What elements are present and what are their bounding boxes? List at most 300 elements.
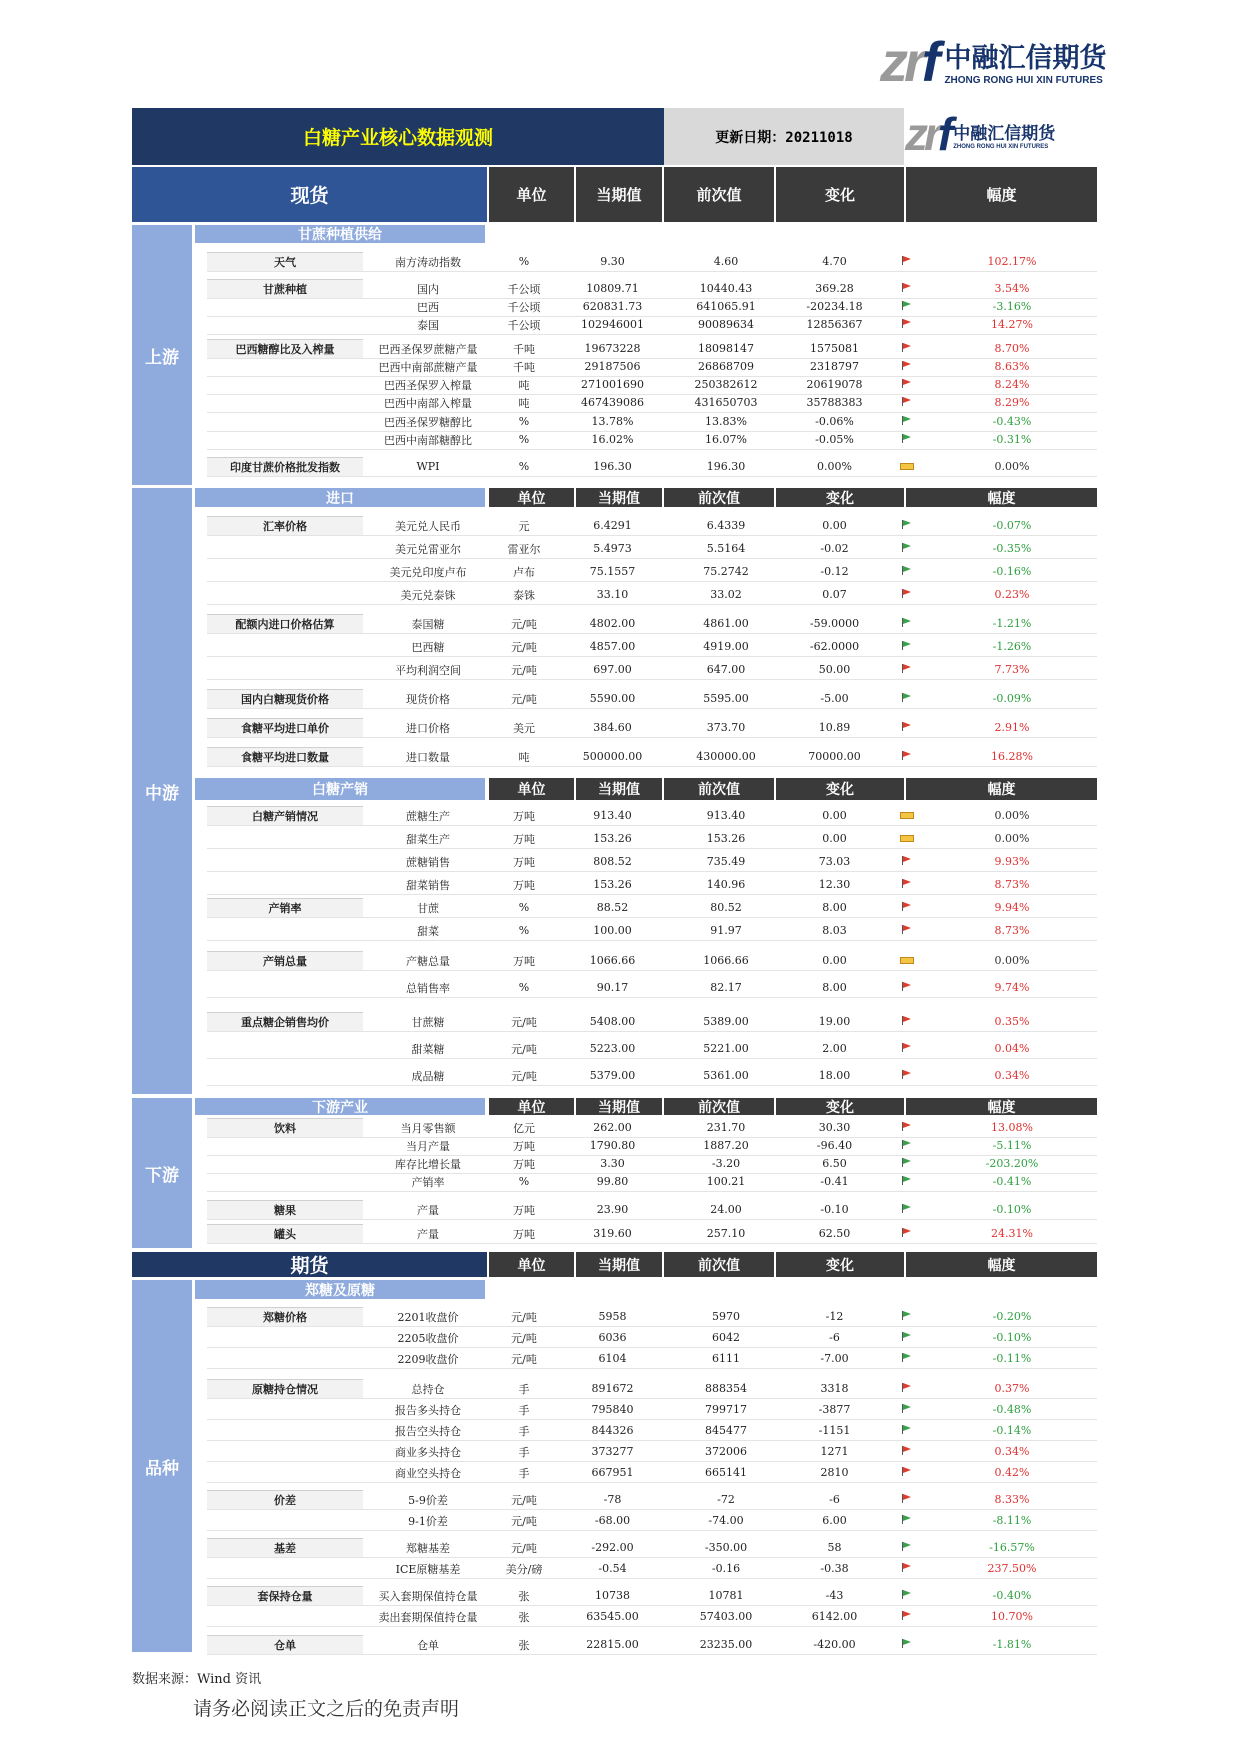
row-change: 369.28 (815, 282, 854, 295)
row-current-value: 23.90 (596, 1203, 629, 1216)
row-previous-value: -3.20 (711, 1157, 741, 1170)
row-percent-change: -0.07% (992, 519, 1032, 532)
row-percent-change: 0.42% (994, 1466, 1030, 1479)
fut-previous-header: 前次值 (664, 1252, 774, 1277)
row-change: 1271 (820, 1445, 849, 1458)
table-row (207, 357, 1097, 377)
row-change: -59.0000 (809, 617, 860, 630)
row-previous-value: 1887.20 (703, 1139, 749, 1152)
row-indicator: 巴西中南部蔗糖产量 (378, 360, 478, 374)
red-flag-icon (902, 1446, 912, 1455)
row-change: -0.06% (815, 415, 854, 428)
table-row (207, 898, 1097, 918)
row-change: 0.07 (822, 588, 847, 601)
row-indicator: 甜菜 (417, 924, 439, 938)
table-row (207, 637, 1097, 657)
row-unit: % (518, 433, 530, 446)
row-indicator: 2201收盘价 (397, 1310, 459, 1324)
row-indicator: 甘蔗糖 (411, 1015, 445, 1029)
row-previous-value: 100.21 (706, 1175, 746, 1188)
row-current-value: 795840 (591, 1403, 634, 1416)
row-category: 白糖产销情况 (207, 806, 363, 825)
row-indicator: 国内 (417, 282, 439, 296)
row-change: 20619078 (806, 378, 863, 391)
row-unit: 千公顷 (507, 300, 541, 314)
row-unit: 美分/磅 (505, 1562, 543, 1576)
row-change: -96.40 (816, 1139, 853, 1152)
fut-unit-header: 单位 (489, 1252, 574, 1277)
red-flag-icon (902, 1467, 912, 1476)
row-percent-change: 0.37% (994, 1382, 1030, 1395)
section-upstream: 上游 (132, 225, 192, 485)
row-current-value: 262.00 (593, 1121, 632, 1134)
green-flag-icon (902, 618, 912, 627)
row-unit: 张 (518, 1610, 530, 1624)
row-category: 仓单 (207, 1635, 363, 1654)
table-row (207, 1421, 1097, 1441)
prod-previous-header: 前次值 (664, 778, 774, 800)
row-change: 0.00 (822, 832, 847, 845)
row-current-value: 33.10 (596, 588, 629, 601)
table-row (207, 412, 1097, 432)
row-current-value: 99.80 (596, 1175, 629, 1188)
row-trend-flag (887, 954, 927, 967)
row-percent-change: 9.74% (994, 981, 1030, 994)
row-change: -43 (825, 1589, 844, 1602)
row-unit: % (518, 901, 530, 914)
subsection-import: 进口 (195, 488, 485, 507)
row-current-value: -78 (603, 1493, 622, 1506)
row-trend-flag (887, 1445, 927, 1458)
table-row (207, 829, 1097, 849)
row-trend-flag (887, 1331, 927, 1344)
row-change: -62.0000 (809, 640, 860, 653)
green-flag-icon (902, 1332, 912, 1341)
row-percent-change: 237.50% (987, 1562, 1037, 1575)
row-percent-change: 3.54% (994, 282, 1030, 295)
row-indicator: 进口数量 (406, 750, 450, 764)
table-row (207, 747, 1097, 767)
down-change-header: 变化 (776, 1098, 904, 1115)
row-unit: 千公顷 (507, 282, 541, 296)
row-indicator: 商业空头持仓 (395, 1466, 461, 1480)
row-percent-change: 0.35% (994, 1015, 1030, 1028)
row-current-value: 808.52 (593, 855, 632, 868)
row-percent-change: -1.21% (992, 617, 1032, 630)
row-trend-flag (887, 721, 927, 734)
row-category: 套保持仓量 (207, 1586, 363, 1605)
row-indicator: 甘蔗 (417, 901, 439, 915)
import-change-header: 变化 (776, 488, 904, 507)
table-row (207, 1586, 1097, 1606)
red-flag-icon (902, 361, 912, 370)
row-previous-value: -350.00 (704, 1541, 748, 1554)
row-current-value: 384.60 (593, 721, 632, 734)
row-previous-value: 430000.00 (696, 750, 756, 763)
row-unit: 手 (518, 1445, 530, 1459)
row-trend-flag (887, 901, 927, 914)
row-current-value: 1790.80 (589, 1139, 636, 1152)
row-percent-change: 0.04% (994, 1042, 1030, 1055)
row-current-value: 6036 (598, 1331, 627, 1344)
fut-current-header: 当期值 (576, 1252, 662, 1277)
row-indicator: 甜菜销售 (406, 878, 450, 892)
row-category: 甘蔗种植 (207, 279, 363, 298)
row-percent-change: -0.48% (992, 1403, 1032, 1416)
table-row (207, 1328, 1097, 1348)
row-current-value: -0.54 (598, 1562, 627, 1575)
row-previous-value: 647.00 (706, 663, 746, 676)
row-indicator: 产量 (417, 1227, 439, 1241)
row-previous-value: 231.70 (706, 1121, 746, 1134)
row-trend-flag (887, 1562, 927, 1575)
row-change: 8.03 (822, 924, 847, 937)
row-current-value: 5223.00 (589, 1042, 636, 1055)
row-change: 8.00 (822, 981, 847, 994)
row-unit: 万吨 (513, 1157, 535, 1171)
row-previous-value: 5970 (712, 1310, 740, 1323)
row-previous-value: 250382612 (694, 378, 758, 391)
row-indicator: 蔗糖销售 (406, 855, 450, 869)
subsection-zheng: 郑糖及原糖 (195, 1280, 485, 1299)
table-row (207, 1442, 1097, 1462)
red-flag-icon (902, 925, 912, 934)
row-current-value: 891672 (591, 1382, 634, 1395)
green-flag-icon (902, 1515, 912, 1524)
row-current-value: 10738 (595, 1589, 630, 1602)
green-flag-icon (902, 301, 912, 310)
row-trend-flag (887, 318, 927, 331)
fut-change-header: 变化 (776, 1252, 904, 1277)
row-indicator: 巴西糖 (411, 640, 445, 654)
row-percent-change: 16.28% (991, 750, 1033, 763)
table-row (207, 252, 1097, 272)
table-row (207, 1039, 1097, 1059)
row-percent-change: 0.00% (994, 954, 1030, 967)
row-unit: 手 (518, 1466, 530, 1480)
row-indicator: 买入套期保值持仓量 (378, 1589, 478, 1603)
subsection-downstream: 下游产业 (195, 1098, 485, 1115)
row-previous-value: 10781 (708, 1589, 744, 1602)
row-trend-flag (887, 1121, 927, 1134)
green-flag-icon (902, 520, 912, 529)
row-percent-change: -0.41% (992, 1175, 1032, 1188)
table-row (207, 339, 1097, 359)
row-percent-change: 24.31% (991, 1227, 1033, 1240)
row-change: -3877 (818, 1403, 851, 1416)
row-trend-flag (887, 855, 927, 868)
row-indicator: 巴西圣保罗入榨量 (384, 378, 472, 392)
red-flag-icon (902, 1122, 912, 1131)
row-change: 19.00 (818, 1015, 851, 1028)
table-row (207, 921, 1097, 941)
row-indicator: 仓单 (417, 1638, 439, 1652)
row-trend-flag (887, 1589, 927, 1602)
row-percent-change: -0.14% (992, 1424, 1032, 1437)
row-indicator: 现货价格 (406, 692, 450, 706)
row-percent-change: -0.09% (992, 692, 1032, 705)
row-current-value: 6104 (598, 1352, 627, 1365)
row-indicator: 产销率 (411, 1175, 445, 1189)
row-unit: % (518, 415, 530, 428)
row-change: 50.00 (818, 663, 851, 676)
row-unit: 元/吨 (511, 1015, 537, 1029)
green-flag-icon (902, 1311, 912, 1320)
row-indicator: 甜菜糖 (411, 1042, 445, 1056)
row-percent-change: 8.24% (994, 378, 1030, 391)
table-row (207, 562, 1097, 582)
row-change: -5.00 (820, 692, 849, 705)
logo-small-cn: 中融汇信期货 (953, 123, 1056, 144)
green-flag-icon (902, 543, 912, 552)
row-percent-change: -5.11% (992, 1139, 1032, 1152)
row-unit: 元 (518, 519, 530, 533)
prod-change-header: 变化 (776, 778, 904, 800)
import-current-header: 当期值 (576, 488, 662, 507)
row-trend-flag (887, 415, 927, 428)
row-previous-value: 431650703 (694, 396, 758, 409)
row-current-value: 13.78% (591, 415, 634, 428)
red-flag-icon (902, 1016, 912, 1025)
red-flag-icon (902, 722, 912, 731)
table-row (207, 1200, 1097, 1220)
red-flag-icon (902, 379, 912, 388)
row-trend-flag (887, 832, 927, 845)
row-previous-value: 845477 (705, 1424, 747, 1437)
row-unit: 泰铢 (513, 588, 535, 602)
row-percent-change: -0.10% (992, 1331, 1032, 1344)
row-current-value: 5958 (598, 1310, 627, 1323)
row-previous-value: 372006 (705, 1445, 747, 1458)
table-row (207, 1511, 1097, 1531)
row-unit: 亿元 (513, 1121, 535, 1135)
row-previous-value: 6.4339 (706, 519, 746, 532)
row-current-value: 5408.00 (589, 1015, 636, 1028)
table-row (207, 1136, 1097, 1156)
row-percent-change: 7.73% (994, 663, 1030, 676)
red-flag-icon (902, 1563, 912, 1572)
row-current-value: 16.02% (591, 433, 634, 446)
table-row (207, 1379, 1097, 1399)
row-indicator: 甜菜生产 (406, 832, 450, 846)
row-change: 4.70 (822, 255, 847, 268)
table-row (207, 279, 1097, 299)
green-flag-icon (902, 1176, 912, 1185)
row-current-value: 88.52 (596, 901, 629, 914)
table-row (207, 1012, 1097, 1032)
row-unit: 元/吨 (511, 617, 537, 631)
row-indicator: 当月零售额 (400, 1121, 456, 1135)
row-previous-value: 16.07% (705, 433, 747, 446)
green-flag-icon (902, 434, 912, 443)
table-row (207, 1538, 1097, 1558)
row-change: 10.89 (818, 721, 851, 734)
down-unit-header: 单位 (489, 1098, 574, 1115)
row-current-value: 10809.71 (586, 282, 639, 295)
row-previous-value: 57403.00 (699, 1610, 753, 1623)
row-indicator: 卖出套期保值持仓量 (378, 1610, 478, 1624)
row-percent-change: 10.70% (991, 1610, 1033, 1623)
table-row (207, 1118, 1097, 1138)
row-trend-flag (887, 1638, 927, 1651)
row-percent-change: -1.26% (992, 640, 1032, 653)
row-trend-flag (887, 1424, 927, 1437)
row-current-value: 102946001 (581, 318, 644, 331)
row-unit: 元/吨 (511, 1042, 537, 1056)
row-previous-value: 23235.00 (699, 1638, 753, 1651)
row-current-value: 5.4973 (593, 542, 632, 555)
row-trend-flag (887, 519, 927, 532)
row-trend-flag (887, 1203, 927, 1216)
red-flag-icon (902, 256, 912, 265)
table-row (207, 430, 1097, 450)
subsection-production: 白糖产销 (195, 778, 485, 800)
change-header: 变化 (776, 167, 904, 222)
row-change: -0.05% (815, 433, 854, 446)
row-indicator: 报告多头持仓 (395, 1403, 461, 1417)
row-change: -0.02 (820, 542, 849, 555)
row-change: -20234.18 (806, 300, 863, 313)
green-flag-icon (902, 1204, 912, 1213)
row-current-value: 3.30 (600, 1157, 625, 1170)
row-change: -0.41 (820, 1175, 849, 1188)
row-current-value: 100.00 (593, 924, 632, 937)
row-change: -0.10 (820, 1203, 849, 1216)
logo-small-en: ZHONG RONG HUI XIN FUTURES (953, 143, 1049, 150)
green-flag-icon (902, 416, 912, 425)
row-previous-value: 4.60 (713, 255, 739, 268)
row-indicator: 巴西圣保罗蔗糖产量 (378, 342, 478, 356)
row-previous-value: 5389.00 (703, 1015, 749, 1028)
flat-bar-icon (900, 812, 914, 819)
row-unit: % (518, 1175, 530, 1188)
section-downstream: 下游 (132, 1098, 192, 1248)
row-percent-change: -0.11% (992, 1352, 1032, 1365)
green-flag-icon (902, 1590, 912, 1599)
row-percent-change: 0.00% (994, 809, 1030, 822)
row-trend-flag (887, 1610, 927, 1623)
row-indicator: 巴西圣保罗糖醇比 (384, 415, 472, 429)
row-indicator: 巴西 (417, 300, 439, 314)
row-category: 食糖平均进口数量 (207, 747, 363, 766)
row-indicator: 当月产量 (406, 1139, 450, 1153)
row-trend-flag (887, 342, 927, 355)
row-previous-value: 75.2742 (703, 565, 749, 578)
table-row (207, 1066, 1097, 1086)
row-change: 70000.00 (808, 750, 861, 763)
row-trend-flag (887, 1042, 927, 1055)
row-trend-flag (887, 565, 927, 578)
row-indicator: WPI (416, 460, 440, 473)
row-current-value: 63545.00 (586, 1610, 639, 1623)
row-unit: 元/吨 (511, 1493, 537, 1507)
row-current-value: -68.00 (594, 1514, 631, 1527)
red-flag-icon (902, 1043, 912, 1052)
row-previous-value: 91.97 (710, 924, 742, 937)
row-current-value: 913.40 (593, 809, 632, 822)
row-category: 罐头 (207, 1224, 363, 1243)
row-trend-flag (887, 433, 927, 446)
disclaimer-note: 请务必阅读正文之后的免责声明 (193, 1698, 460, 1720)
row-unit: 张 (518, 1589, 530, 1603)
company-logo-small (905, 104, 1105, 164)
green-flag-icon (902, 1140, 912, 1149)
row-category: 价差 (207, 1490, 363, 1509)
row-current-value: 4857.00 (589, 640, 636, 653)
row-trend-flag (887, 1227, 927, 1240)
red-flag-icon (902, 1383, 912, 1392)
row-previous-value: 735.49 (706, 855, 746, 868)
table-row (207, 393, 1097, 413)
row-percent-change: -16.57% (989, 1541, 1035, 1554)
row-indicator: 2205收盘价 (397, 1331, 459, 1345)
row-percent-change: 13.08% (991, 1121, 1033, 1134)
row-trend-flag (887, 617, 927, 630)
table-row (207, 1307, 1097, 1327)
row-indicator: 平均利润空间 (395, 663, 461, 677)
row-trend-flag (887, 924, 927, 937)
row-unit: 千吨 (513, 342, 535, 356)
row-previous-value: 4861.00 (703, 617, 749, 630)
row-change: 58 (827, 1541, 842, 1554)
table-row (207, 1400, 1097, 1420)
table-row (207, 1154, 1097, 1174)
row-percent-change: 0.00% (994, 832, 1030, 845)
row-change: -1151 (818, 1424, 851, 1437)
table-row (207, 297, 1097, 317)
row-indicator: 郑糖基差 (406, 1541, 450, 1555)
row-unit: 张 (518, 1638, 530, 1652)
row-percent-change: 8.63% (994, 360, 1030, 373)
import-unit-header: 单位 (489, 488, 574, 507)
red-flag-icon (902, 902, 912, 911)
row-percent-change: -8.11% (992, 1514, 1032, 1527)
row-percent-change: -3.16% (992, 300, 1032, 313)
row-unit: 元/吨 (511, 1352, 537, 1366)
row-change: 6.00 (822, 1514, 847, 1527)
row-indicator: 南方涛动指数 (395, 255, 461, 269)
row-trend-flag (887, 981, 927, 994)
row-unit: 千公顷 (507, 318, 541, 332)
row-change: 3318 (820, 1382, 849, 1395)
row-current-value: 697.00 (593, 663, 632, 676)
row-trend-flag (887, 1403, 927, 1416)
row-previous-value: 888354 (705, 1382, 747, 1395)
row-previous-value: 33.02 (710, 588, 742, 601)
row-change: 73.03 (818, 855, 851, 868)
row-unit: 卢布 (513, 565, 535, 579)
row-unit: 手 (518, 1382, 530, 1396)
import-range-header: 幅度 (906, 488, 1097, 507)
red-flag-icon (902, 751, 912, 760)
row-previous-value: 4919.00 (703, 640, 749, 653)
row-trend-flag (887, 1069, 927, 1082)
row-percent-change: -1.81% (992, 1638, 1032, 1651)
row-indicator: 2209收盘价 (397, 1352, 459, 1366)
row-change: -6 (829, 1493, 840, 1506)
row-change: 1575081 (810, 342, 859, 355)
red-flag-icon (902, 1070, 912, 1079)
row-trend-flag (887, 255, 927, 268)
row-unit: 元/吨 (511, 1331, 537, 1345)
row-category: 基差 (207, 1538, 363, 1557)
table-row (207, 689, 1097, 709)
row-change: 12856367 (806, 318, 863, 331)
row-percent-change: -0.10% (992, 1203, 1032, 1216)
row-trend-flag (887, 1466, 927, 1479)
row-unit: 雷亚尔 (507, 542, 541, 556)
row-percent-change: -0.43% (992, 415, 1032, 428)
